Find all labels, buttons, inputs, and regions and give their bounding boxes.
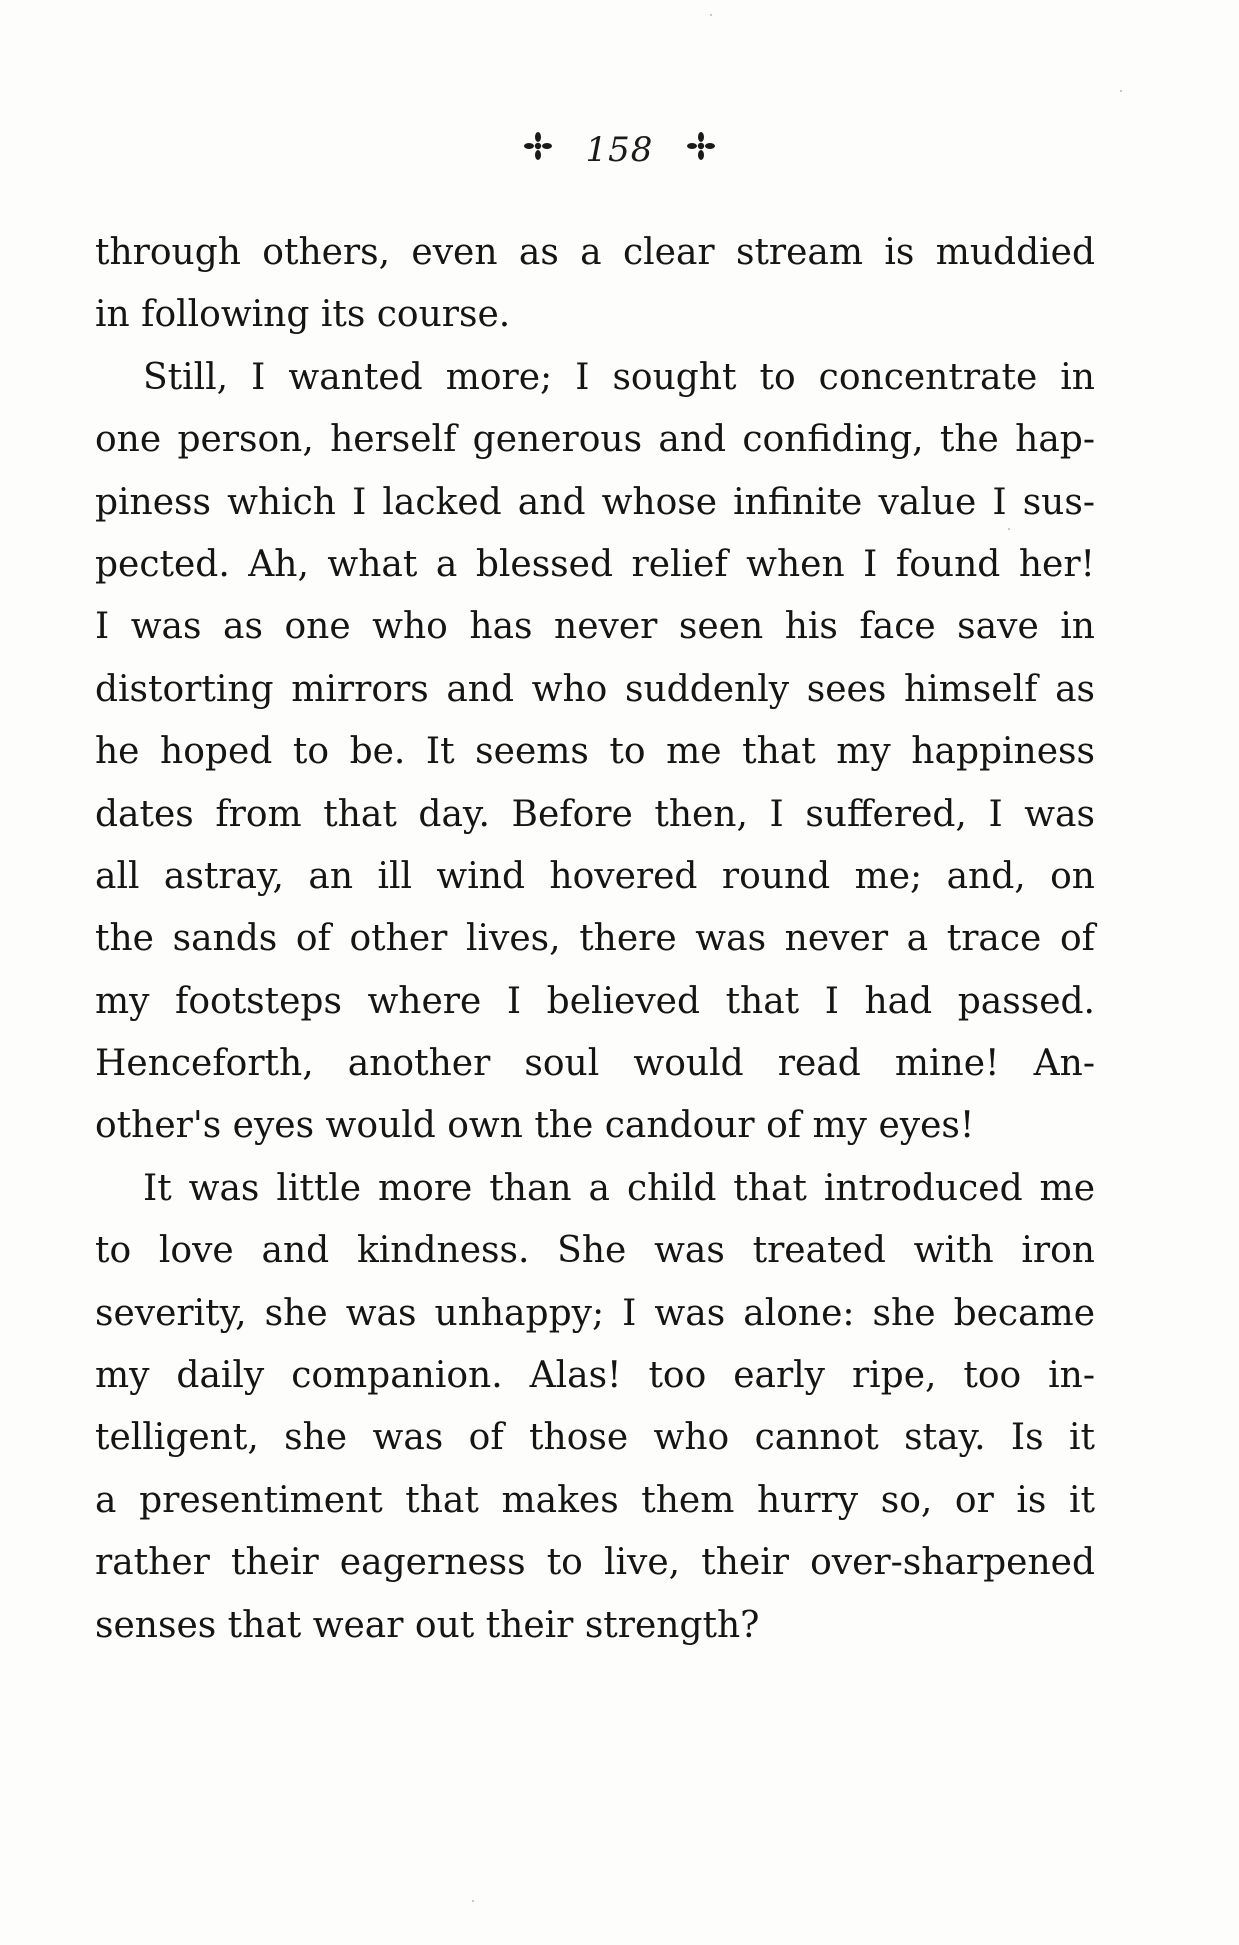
paper-speck [1008,528,1010,530]
paper-speck [1120,90,1122,92]
text-line: Henceforth, another soul would read mine! An- [95,1043,1095,1085]
text-line: all astray, an ill wind hovered round me; and, on [95,855,1095,897]
text-line: through others, even as a clear stream is muddied [95,232,1095,273]
page-header [0,128,1239,170]
text-line: he hoped to be. It seems to me that my happiness [95,731,1095,773]
text-line: severity, she was unhappy; I was alone: she became [95,1292,1095,1334]
body-text [95,222,1095,1657]
text-line: rather their eagerness to live, their over-sharpened [95,1542,1095,1584]
paper-speck [472,1900,474,1902]
text-line: distorting mirrors and who suddenly sees himself as [95,668,1095,710]
text-line: a presentiment that makes them hurry so, or is it [95,1479,1095,1521]
text-line: It was little more than a child that introduced me [143,1167,1095,1209]
text-line: piness which I lacked and whose infinite value I sus- [95,481,1095,523]
text-line: telligent, she was of those who cannot stay. Is it [95,1417,1095,1459]
text-line: to love and kindness. She was treated with iron [95,1230,1095,1272]
text-line: the sands of other lives, there was never a trace of [95,918,1095,960]
text-line: my footsteps where I believed that I had passed. [95,980,1095,1022]
text-line: pected. Ah, what a blessed relief when I found her! [95,543,1095,585]
text-line: dates from that day. Before then, I suffered, I was [95,793,1095,835]
fleuron-left-icon [523,130,553,170]
text-line: senses that wear out their strength? [95,1604,760,1646]
text-line: in following its course. [95,294,511,336]
text-line: other's eyes would own the candour of my eyes! [95,1105,975,1147]
paper-speck [710,14,712,16]
text-line: Still, I wanted more; I sought to concentrate in [143,356,1095,398]
text-line: my daily companion. Alas! too early ripe, too in- [95,1355,1095,1397]
text-line: I was as one who has never seen his face save in [95,606,1095,648]
fleuron-right-icon [686,130,716,170]
page-number: 158 [585,130,654,170]
text-line: one person, herself generous and confiding, the hap- [95,419,1095,461]
